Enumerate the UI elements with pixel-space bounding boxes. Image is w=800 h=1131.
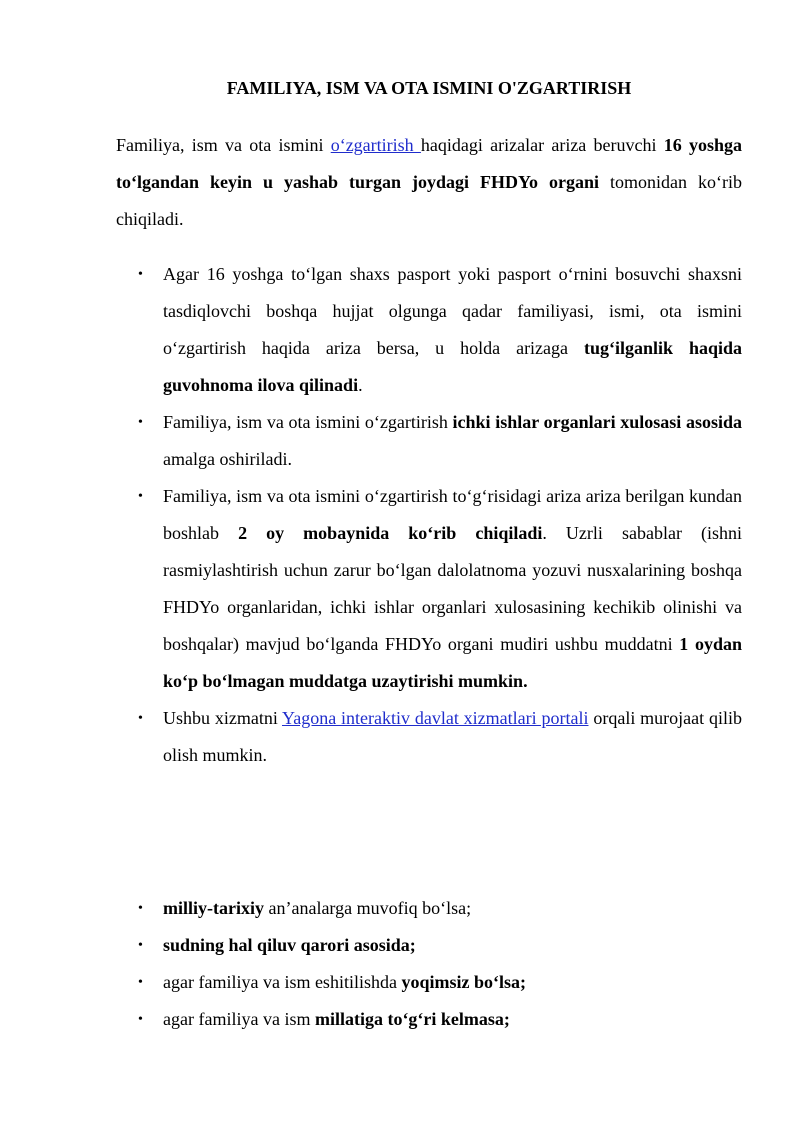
item-text: . bbox=[358, 375, 363, 395]
item-text: Familiya, ism va ota ismini o‘zgartirish to‘g‘risidagi ariza ariza berilgan kundan boshlab bbox=[163, 486, 742, 543]
item-bold: 1 oydan ko‘p bo‘lmagan muddatga uzaytirishi mumkin. bbox=[163, 634, 743, 691]
item-bold: 2 oy mobaynida ko‘rib chiqiladi bbox=[238, 523, 543, 543]
item-bold: yoqimsiz bo‘lsa; bbox=[401, 972, 526, 992]
bullet-icon: • bbox=[138, 938, 143, 953]
bullet-icon: • bbox=[138, 415, 143, 430]
intro-text: haqidagi arizalar ariza beruvchi bbox=[420, 135, 664, 155]
rules-list bbox=[116, 256, 742, 774]
page-title: FAMILIYA, ISM VA OTA ISMINI O'ZGARTIRISH bbox=[226, 78, 632, 98]
bullet-icon: • bbox=[138, 489, 143, 504]
intro-text: tomonidan ko‘rib chiqiladi. bbox=[116, 172, 742, 229]
list-item bbox=[116, 478, 742, 700]
item-bold: milliy-tarixiy bbox=[163, 898, 264, 918]
intro-paragraph bbox=[116, 127, 742, 238]
item-text: an’analarga muvofiq bo‘lsa; bbox=[263, 898, 472, 918]
bullet-icon: • bbox=[138, 267, 143, 282]
item-text: Familiya, ism va ota ismini o‘zgartirish bbox=[163, 412, 453, 432]
item-text: agar familiya va ism bbox=[163, 1009, 315, 1029]
item-text: agar familiya va ism eshitilishda bbox=[163, 972, 402, 992]
ozgartirish-link[interactable]: o‘zgartirish bbox=[330, 135, 421, 155]
item-text: Ushbu xizmatni bbox=[163, 708, 283, 728]
list-item bbox=[116, 1001, 742, 1038]
item-bold: ichki ishlar organlari xulosasi asosida bbox=[452, 412, 742, 432]
portal-link[interactable]: Yagona interaktiv davlat xizmatlari portali bbox=[282, 708, 589, 728]
item-text: . Uzrli sabablar (ishni rasmiylashtirish uchun zarur bo‘lgan dalolatnoma yozuvi nusxalarining boshqa FHDYo organlaridan, ichki ishlar organlari xulosasining kechikib olinishi va boshqalar) mavjud bo‘lganda FHDYo organi mudiri ushbu muddatni bbox=[163, 523, 743, 654]
conditions-list bbox=[116, 890, 742, 1038]
bullet-icon: • bbox=[138, 711, 143, 726]
item-bold: tug‘ilganlik haqida guvohnoma ilova qilinadi bbox=[163, 338, 742, 395]
item-text: amalga oshiriladi. bbox=[163, 449, 292, 469]
list-item bbox=[116, 256, 742, 404]
intro-text: Familiya, ism va ota ismini bbox=[116, 135, 331, 155]
item-text: Agar 16 yoshga to‘lgan shaxs pasport yoki pasport o‘rnini bosuvchi shaxsni tasdiqlovchi boshqa hujjat olgunga qadar familiyasi, ismi, ota ismini o‘zgartirish haqida ariza bersa, u holda arizaga bbox=[163, 264, 742, 358]
list-item bbox=[116, 927, 742, 964]
bullet-icon: • bbox=[138, 1012, 143, 1027]
list-item bbox=[116, 890, 742, 927]
list-item bbox=[116, 700, 742, 774]
intro-bold: 16 yoshga to‘lgandan keyin u yashab turgan joydagi FHDYo organi bbox=[116, 135, 743, 192]
bullet-icon: • bbox=[138, 901, 143, 916]
list-item bbox=[116, 404, 742, 478]
item-text: orqali murojaat qilib olish mumkin. bbox=[163, 708, 742, 765]
bullet-icon: • bbox=[138, 975, 143, 990]
item-bold: millatiga to‘g‘ri kelmasa; bbox=[314, 1009, 510, 1029]
list-item bbox=[116, 964, 742, 1001]
item-bold: sudning hal qiluv qarori asosida; bbox=[163, 935, 416, 955]
